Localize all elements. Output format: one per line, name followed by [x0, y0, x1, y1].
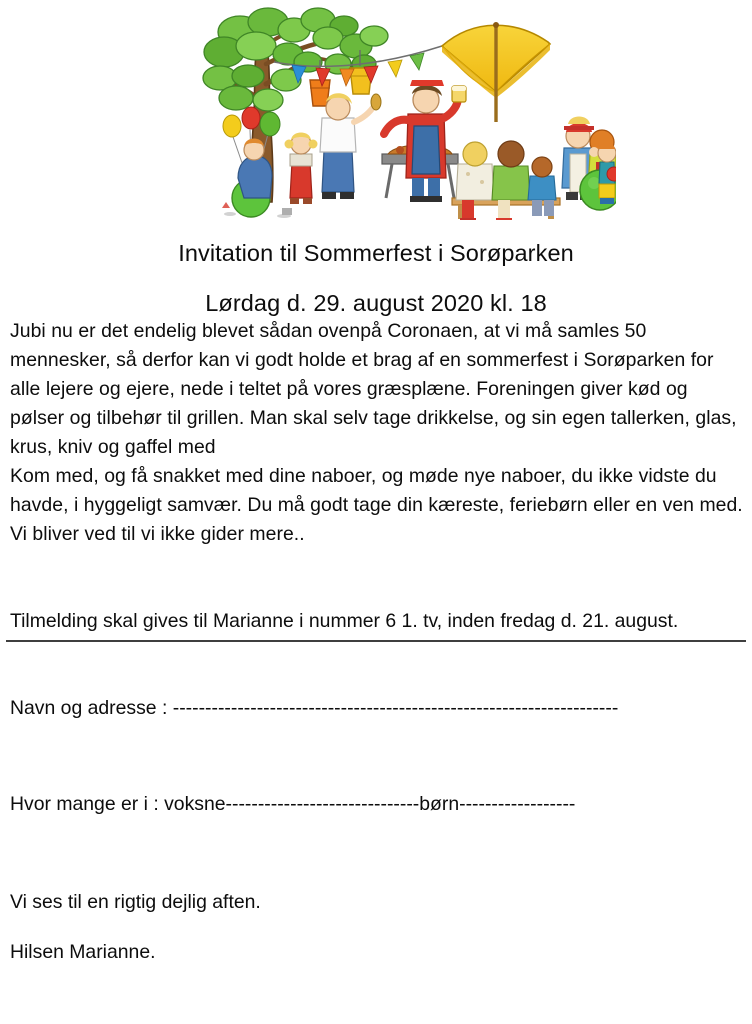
signup-instruction: Tilmelding skal gives til Marianne i nummer 6 1. tv, inden fredag d. 21. august. — [10, 610, 679, 633]
section-divider — [6, 640, 746, 642]
child-teal-shirt — [598, 143, 616, 204]
page-title: Invitation til Sommerfest i Sorøparken — [178, 240, 574, 266]
adult-white-shirt — [320, 93, 381, 199]
summer-party-illustration — [196, 2, 616, 220]
girl-red-overalls — [285, 133, 318, 205]
event-date-subtitle: Lørdag d. 29. august 2020 kl. 18 — [205, 289, 547, 316]
form-field-name-address[interactable]: Navn og adresse : --------------------------------------------------------------------- — [10, 696, 619, 719]
bench-group — [452, 141, 560, 220]
form-field-attendee-count[interactable]: Hvor mange er i : voksne------------------------------børn------------------ — [10, 792, 576, 815]
paragraph-invite: Kom med, og få snakket med dine naboer, og møde nye naboer, du ikke vidste du havde, i hyggeligt samvær. Du må godt tage din kæreste, feriebørn eller en ven med. Vi bliver ved til vi ikke gider mere.. — [10, 465, 743, 546]
body-content — [0, 317, 752, 549]
paragraph-intro: Jubi nu er det endelig blevet sådan ovenpå Coronaen, at vi må samles 50 mennesker, så derfor kan vi godt holde et brag af en sommerfest i Sorøparken for alle lejere og ejere, nede i teltet på vores græsplæne. Foreningen giver kød og pølser og tilbehør til grillen. Man skal selv tage drikkelse, og sin egen tallerken, glas, krus, kniv og gaffel med — [10, 320, 737, 459]
closing-greeting: Vi ses til en rigtig dejlig aften. — [10, 890, 261, 913]
grill-master — [384, 80, 466, 202]
closing-signature: Hilsen Marianne. — [10, 940, 156, 963]
illustration-container — [0, 0, 752, 222]
